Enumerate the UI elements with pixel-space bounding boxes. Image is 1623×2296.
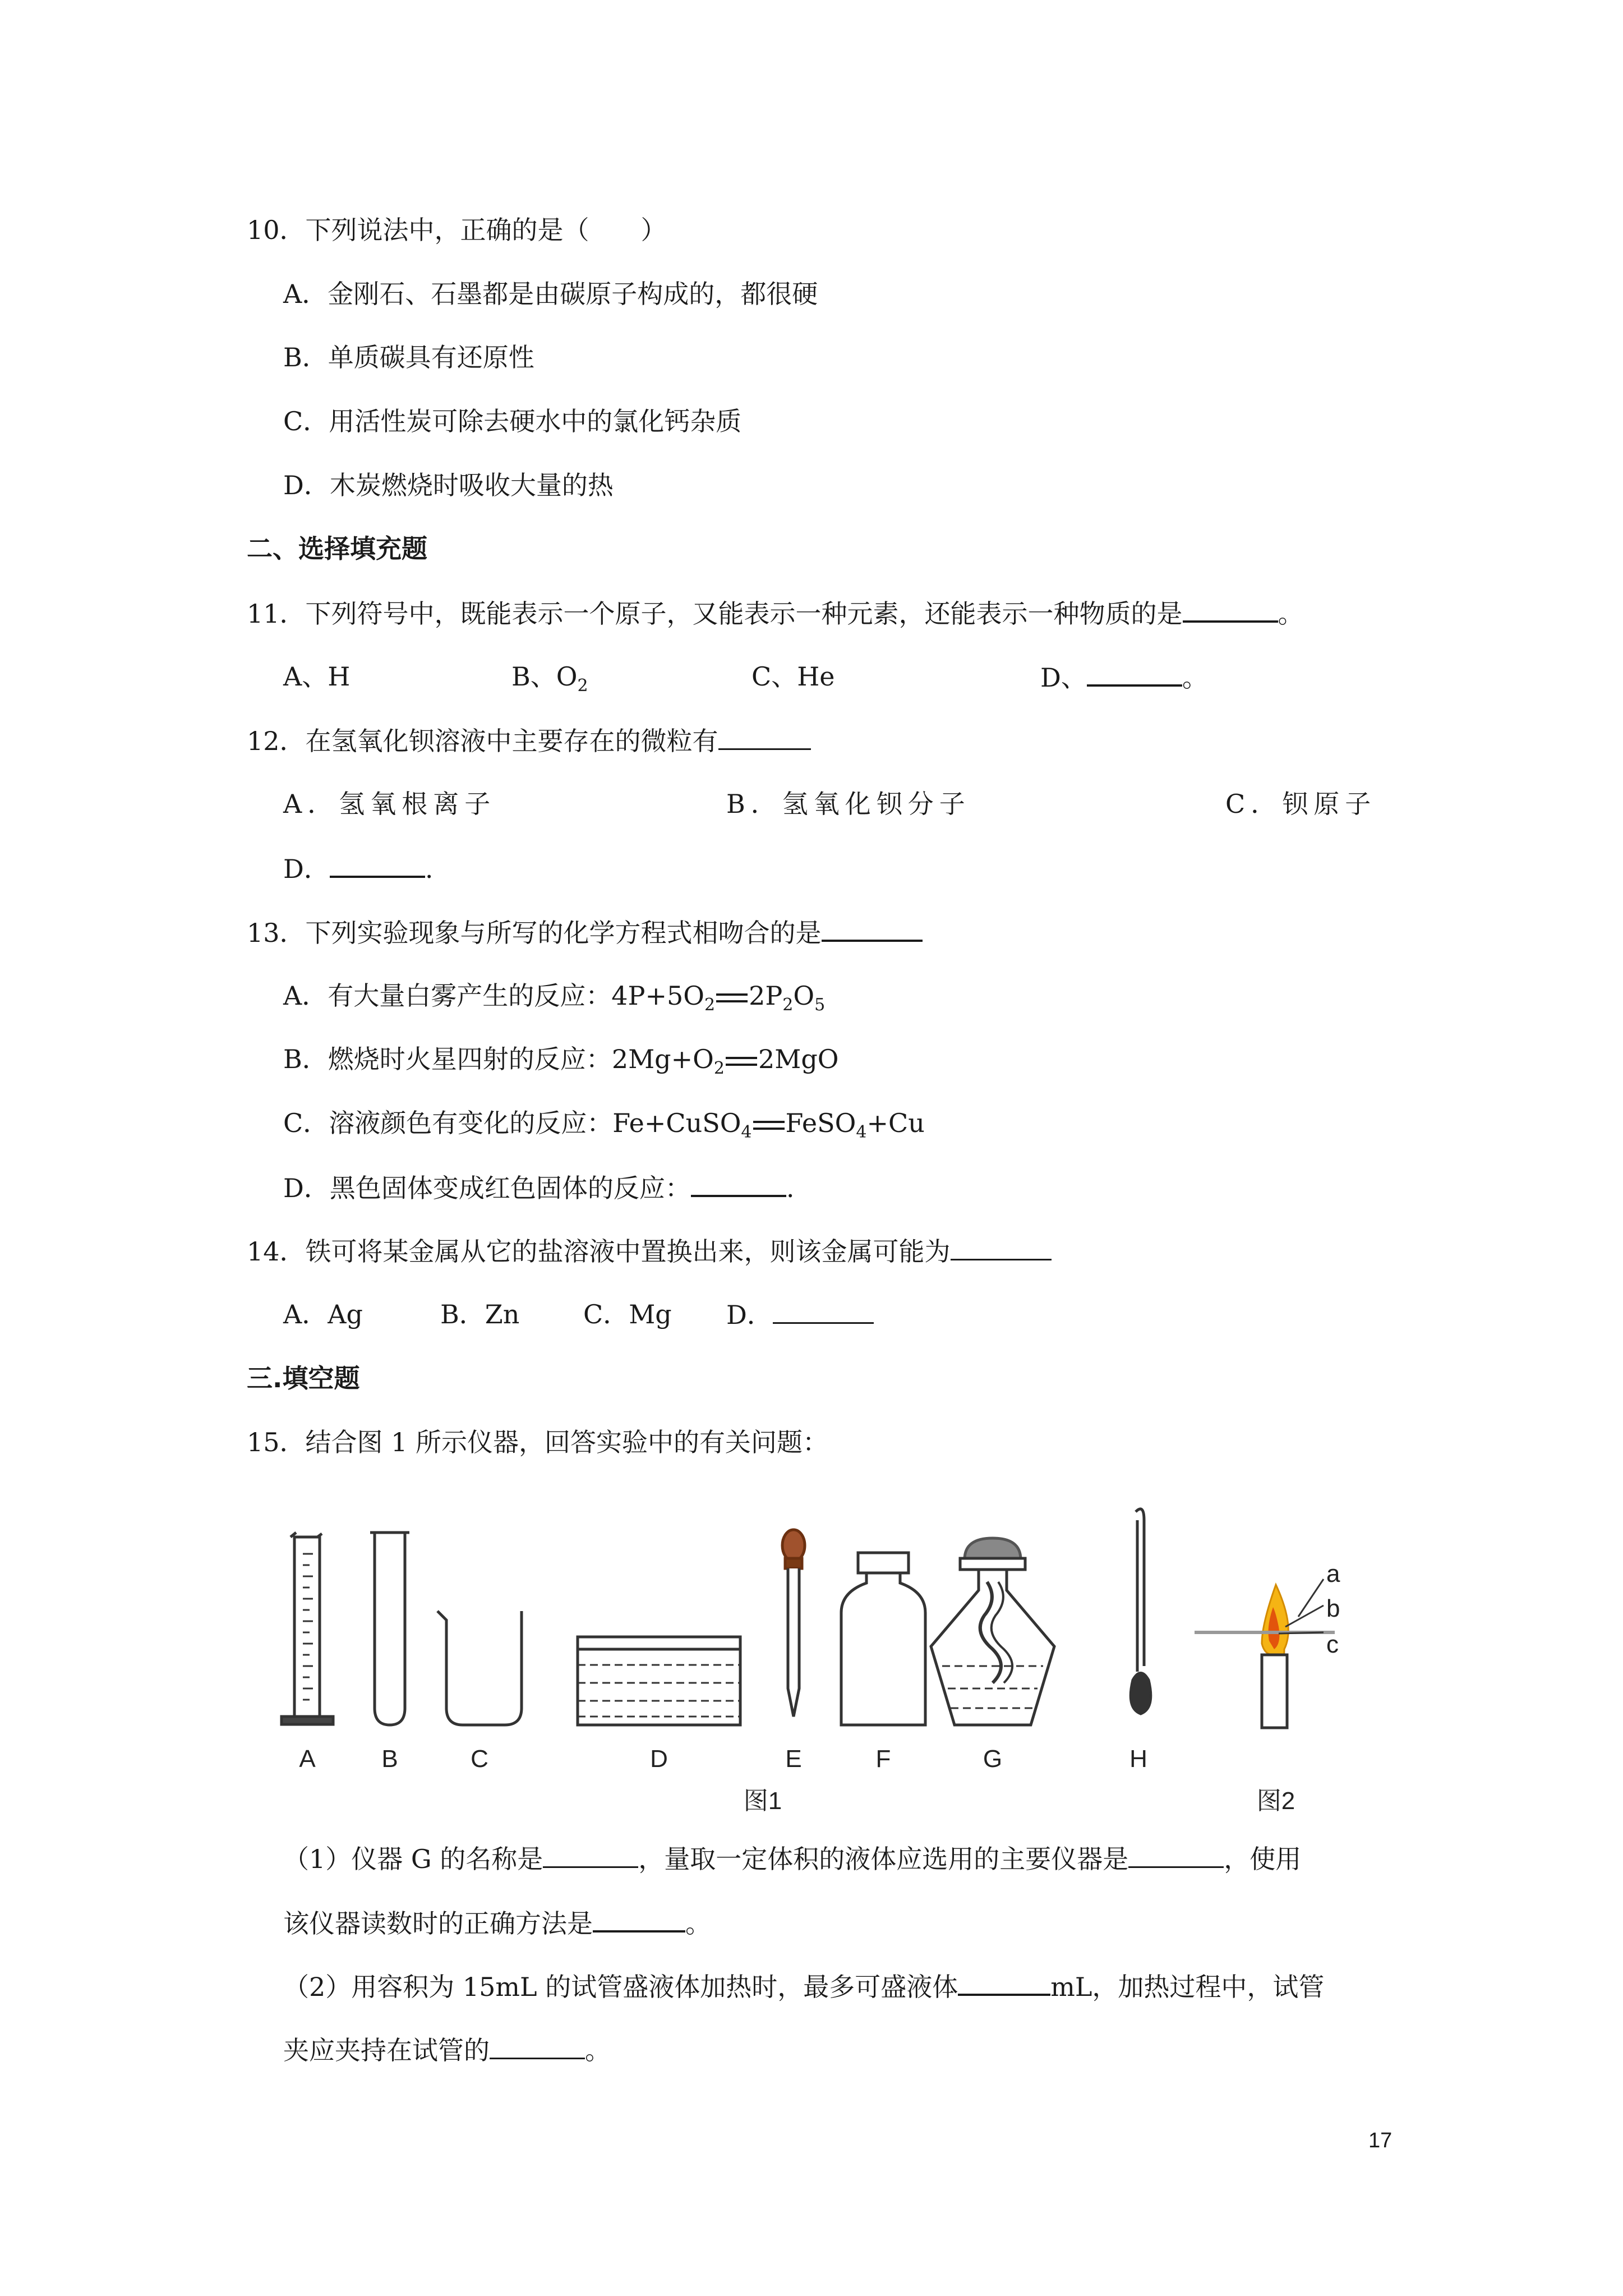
q13-equation-a: $4P+5O_2$ $2P_2O_5$ bbox=[611, 981, 826, 1015]
dropper-icon bbox=[782, 1530, 805, 1717]
q12-answer-blank bbox=[718, 724, 811, 750]
q13-option-d-blank bbox=[691, 1170, 786, 1197]
q15-part1-blank-1 bbox=[543, 1842, 638, 1868]
flame-label-c: c bbox=[1326, 1631, 1339, 1658]
q11-option-d-blank bbox=[1087, 660, 1182, 687]
q11-stem-end: 。 bbox=[1278, 599, 1304, 629]
flame-label-a: a bbox=[1326, 1560, 1340, 1588]
figure-label-f: F bbox=[875, 1745, 891, 1773]
figure-label-b: B bbox=[381, 1745, 398, 1773]
test-tube-icon bbox=[370, 1533, 409, 1725]
q13-option-c-text: C．溶液颜色有变化的反应： bbox=[283, 1108, 613, 1138]
q13-stem-text: 13．下列实验现象与所写的化学方程式相吻合的是 bbox=[247, 918, 822, 948]
q11-option-c: C、He bbox=[751, 661, 835, 692]
q15-part2-text-b: mL，加热过程中，试管 bbox=[1050, 1972, 1325, 2002]
figure-label-a: A bbox=[299, 1745, 316, 1773]
q14-option-b: B．Zn bbox=[440, 1299, 520, 1329]
q12-option-d-label: D． bbox=[283, 854, 330, 884]
reagent-bottle-icon bbox=[841, 1553, 925, 1725]
q11-option-b-sub: 2 bbox=[577, 676, 588, 696]
equals-sign-icon bbox=[716, 993, 748, 1002]
q15-part2-text-a: （2）用容积为 15mL 的试管盛液体加热时，最多可盛液体 bbox=[283, 1972, 958, 2002]
q11-option-d-label: D、 bbox=[1040, 662, 1087, 693]
q13-option-a-text: A．有大量白雾产生的反应： bbox=[283, 981, 612, 1011]
graduated-cylinder-icon bbox=[282, 1533, 333, 1724]
q10-option-a: A．金刚石、石墨都是由碳原子构成的，都很硬 bbox=[283, 279, 818, 309]
q10-option-b: B．单质碳具有还原性 bbox=[283, 342, 534, 372]
q14-option-d-blank bbox=[773, 1297, 874, 1324]
figure-1-caption: 图1 bbox=[743, 1787, 782, 1815]
q12-option-c: C．钡原子 bbox=[1225, 789, 1377, 819]
figure-label-d: D bbox=[650, 1745, 668, 1773]
q12-option-d bbox=[283, 851, 434, 886]
q13-answer-blank bbox=[822, 915, 923, 942]
q13-stem bbox=[247, 915, 923, 950]
q15-part2-line1 bbox=[283, 1969, 1324, 2004]
q15-stem: 15．结合图 1 所示仪器，回答实验中的有关问题： bbox=[247, 1427, 829, 1457]
q15-part1-line1 bbox=[283, 1842, 1301, 1876]
q12-stem-text: 12．在氢氧化钡溶液中主要存在的微粒有 bbox=[247, 726, 718, 756]
q14-option-c: C．Mg bbox=[583, 1299, 672, 1329]
q13-equation-b: $2Mg+O_2$ 2MgO bbox=[611, 1044, 839, 1078]
q14-option-d-label: D． bbox=[726, 1300, 773, 1330]
lab-apparatus-figure bbox=[269, 1487, 1391, 1818]
equals-sign-icon bbox=[753, 1121, 785, 1130]
q13-option-b-text: B．燃烧时火星四射的反应： bbox=[283, 1044, 612, 1074]
q15-part2-line2 bbox=[283, 2033, 611, 2067]
q13-equation-c: Fe+CuSO$_4$ FeSO$_4$+Cu bbox=[612, 1108, 925, 1142]
q12-option-a: A．氢氧根离子 bbox=[283, 789, 496, 819]
q11-stem-text: 11．下列符号中，既能表示一个原子，又能表示一种元素，还能表示一种物质的是 bbox=[247, 599, 1183, 629]
q15-part2-text-d: 。 bbox=[585, 2035, 611, 2065]
q15-part1-text-c: ，使用 bbox=[1224, 1844, 1302, 1874]
q11-option-d-end: 。 bbox=[1182, 662, 1208, 693]
figure-label-c: C bbox=[471, 1745, 488, 1773]
q11-option-b bbox=[511, 660, 588, 696]
q11-answer-blank bbox=[1183, 596, 1278, 623]
q13-option-b bbox=[283, 1042, 839, 1076]
figure-2-caption: 图2 bbox=[1256, 1787, 1295, 1815]
q13-option-c bbox=[283, 1106, 925, 1140]
q15-part2-blank-1 bbox=[958, 1969, 1050, 1996]
q11-option-b-text: B、O bbox=[511, 661, 578, 692]
page-number: 17 bbox=[1368, 2129, 1393, 2152]
q15-part1-blank-2 bbox=[1128, 1842, 1224, 1868]
q13-option-a bbox=[283, 979, 825, 1013]
q12-option-d-blank bbox=[330, 851, 425, 878]
q15-part1-line2 bbox=[283, 1906, 711, 1940]
q14-option-d bbox=[726, 1297, 874, 1332]
q14-answer-blank bbox=[951, 1234, 1052, 1260]
q15-part1-text-a: （1）仪器 G 的名称是 bbox=[283, 1844, 543, 1874]
figure-label-e: E bbox=[785, 1745, 802, 1773]
figure-label-g: G bbox=[983, 1745, 1003, 1773]
q13-option-d bbox=[283, 1170, 795, 1205]
q11-option-a: A、H bbox=[283, 661, 351, 692]
q14-stem bbox=[247, 1234, 1052, 1268]
alcohol-lamp-icon bbox=[931, 1538, 1054, 1725]
q15-part1-blank-3 bbox=[593, 1906, 685, 1932]
q14-stem-text: 14．铁可将某金属从它的盐溶液中置换出来，则该金属可能为 bbox=[247, 1236, 951, 1267]
q15-part2-blank-2 bbox=[490, 2033, 585, 2059]
q11-stem bbox=[247, 596, 1304, 631]
q15-part1-text-b: ，量取一定体积的液体应选用的主要仪器是 bbox=[638, 1844, 1129, 1874]
candle-flame-icon bbox=[1195, 1579, 1335, 1728]
q12-stem bbox=[247, 724, 811, 758]
q10-option-c: C．用活性炭可除去硬水中的氯化钙杂质 bbox=[283, 406, 742, 436]
q15-part1-text-e: 。 bbox=[685, 1908, 711, 1939]
q12-option-d-end: . bbox=[425, 854, 434, 884]
q11-option-d bbox=[1040, 660, 1208, 694]
flame-label-b: b bbox=[1326, 1595, 1340, 1622]
beaker-icon bbox=[437, 1611, 522, 1725]
q13-option-d-text: D．黑色固体变成红色固体的反应： bbox=[283, 1173, 691, 1203]
section-2-heading: 二、选择填充题 bbox=[247, 533, 427, 564]
q13-option-d-end: . bbox=[786, 1173, 795, 1203]
trough-icon bbox=[578, 1637, 740, 1725]
q14-option-a: A．Ag bbox=[283, 1299, 363, 1329]
combustion-spoon-icon bbox=[1131, 1509, 1151, 1714]
figure-label-h: H bbox=[1129, 1745, 1147, 1773]
section-3-heading: 三.填空题 bbox=[247, 1363, 360, 1393]
q15-part1-text-d: 该仪器读数时的正确方法是 bbox=[283, 1908, 593, 1939]
q10-option-d: D．木炭燃烧时吸收大量的热 bbox=[283, 470, 614, 500]
q12-option-b: B．氢氧化钡分子 bbox=[726, 789, 971, 819]
q10-stem: 10．下列说法中，正确的是（ ） bbox=[247, 215, 667, 245]
q15-part2-text-c: 夹应夹持在试管的 bbox=[283, 2035, 490, 2065]
equals-sign-icon bbox=[726, 1057, 757, 1066]
